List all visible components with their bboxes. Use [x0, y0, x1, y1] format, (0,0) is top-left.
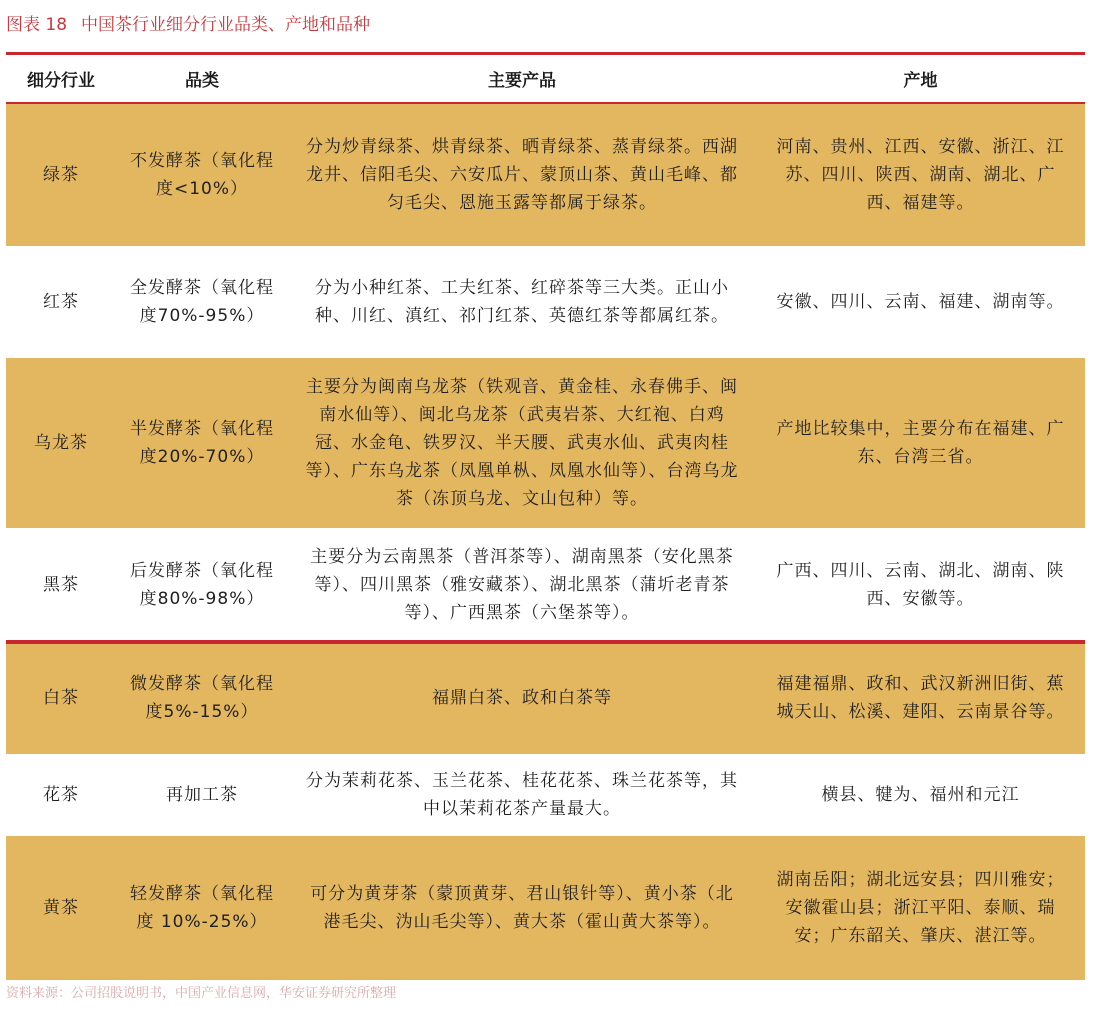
origin-cell	[756, 836, 1085, 981]
segment-text: 黄茶	[43, 898, 79, 918]
category-text: 全发酵茶（氧化程度70%-95%）	[130, 278, 274, 326]
origin-cell	[756, 755, 1085, 836]
products-text: 主要分为闽南乌龙茶（铁观音、黄金桂、永春佛手、闽南水仙等）、闽北乌龙茶（武夷岩茶、大红袍、白鸡冠、水金龟、铁罗汉、半天腰、武夷水仙、武夷肉桂等）、广东乌龙茶（凤凰单枞、凤凰水仙等）、台湾乌龙茶（冻顶乌龙、文山包种）等。	[305, 377, 739, 509]
category-cell	[116, 755, 288, 836]
origin-cell	[756, 529, 1085, 642]
products-text: 分为小种红茶、工夫红茶、红碎茶等三大类。正山小种、川红、滇红、祁门红茶、英德红茶等都属红茶。	[315, 278, 729, 326]
table-row	[6, 103, 1085, 247]
products-text: 主要分为云南黑茶（普洱茶等）、湖南黑茶（安化黑茶等）、四川黑茶（雅安藏茶）、湖北黑茶（蒲圻老青茶等）、广西黑茶（六堡茶等）。	[310, 547, 734, 623]
products-cell	[288, 642, 756, 755]
segment-cell	[6, 529, 116, 642]
origin-cell	[756, 642, 1085, 755]
figure-number: 图表 18	[6, 15, 68, 35]
figure-title	[6, 12, 370, 38]
table-header-row	[6, 55, 1085, 103]
table-row	[6, 247, 1085, 358]
segment-text: 黑茶	[43, 575, 79, 595]
segment-cell	[6, 836, 116, 981]
table-row	[6, 358, 1085, 529]
origin-text: 横县、犍为、福州和元江	[821, 785, 1020, 805]
segment-text: 花茶	[43, 785, 79, 805]
table-row	[6, 836, 1085, 981]
section-divider-rule	[6, 640, 1085, 644]
category-text: 后发酵茶（氧化程度80%-98%）	[130, 561, 274, 609]
segment-cell	[6, 103, 116, 247]
category-cell	[116, 836, 288, 981]
category-text: 轻发酵茶（氧化程度 10%-25%）	[130, 884, 274, 932]
segment-cell	[6, 247, 116, 358]
products-cell	[288, 529, 756, 642]
table-row	[6, 529, 1085, 642]
products-cell	[288, 247, 756, 358]
segment-text: 乌龙茶	[34, 433, 88, 453]
products-cell	[288, 358, 756, 529]
origin-text: 湖南岳阳；湖北远安县；四川雅安；安徽霍山县；浙江平阳、泰顺、瑞安；广东韶关、肇庆、湛江等。	[776, 870, 1065, 946]
category-text: 半发酵茶（氧化程度20%-70%）	[130, 419, 274, 467]
header-products: 主要产品	[288, 55, 756, 103]
products-cell	[288, 103, 756, 247]
category-cell	[116, 529, 288, 642]
segment-text: 绿茶	[43, 165, 79, 185]
tea-segment-table	[6, 55, 1085, 981]
header-segment: 细分行业	[6, 55, 116, 103]
origin-text: 福建福鼎、政和、武汉新洲旧街、蕉城天山、松溪、建阳、云南景谷等。	[776, 674, 1065, 722]
segment-cell	[6, 755, 116, 836]
figure-caption: 中国茶行业细分行业品类、产地和品种	[81, 15, 371, 35]
origin-text: 广西、四川、云南、湖北、湖南、陕西、安徽等。	[776, 561, 1065, 609]
category-text: 不发酵茶（氧化程度<10%）	[130, 151, 274, 199]
origin-cell	[756, 247, 1085, 358]
source-note: 资料来源：公司招股说明书，中国产业信息网，华安证券研究所整理	[6, 986, 397, 1001]
products-cell	[288, 755, 756, 836]
products-text: 福鼎白茶、政和白茶等	[432, 688, 612, 708]
origin-text: 产地比较集中，主要分布在福建、广东、台湾三省。	[776, 419, 1065, 467]
header-origin: 产地	[756, 55, 1085, 103]
category-cell	[116, 247, 288, 358]
category-text: 再加工茶	[166, 785, 238, 805]
category-text: 微发酵茶（氧化程度5%-15%）	[130, 674, 274, 722]
segment-text: 白茶	[43, 688, 79, 708]
products-cell	[288, 836, 756, 981]
category-cell	[116, 642, 288, 755]
segment-text: 红茶	[43, 292, 79, 312]
products-text: 可分为黄芽茶（蒙顶黄芽、君山银针等）、黄小茶（北港毛尖、沩山毛尖等）、黄大茶（霍山黄大茶等）。	[310, 884, 734, 932]
header-category: 品类	[116, 55, 288, 103]
table-row	[6, 642, 1085, 755]
origin-text: 安徽、四川、云南、福建、湖南等。	[776, 292, 1065, 312]
origin-text: 河南、贵州、江西、安徽、浙江、江苏、四川、陕西、湖南、湖北、广西、福建等。	[776, 137, 1065, 213]
origin-cell	[756, 358, 1085, 529]
category-cell	[116, 103, 288, 247]
origin-cell	[756, 103, 1085, 247]
table-row	[6, 755, 1085, 836]
products-text: 分为茉莉花茶、玉兰花茶、桂花花茶、珠兰花茶等，其中以茉莉花茶产量最大。	[306, 771, 738, 819]
segment-cell	[6, 358, 116, 529]
products-text: 分为炒青绿茶、烘青绿茶、晒青绿茶、蒸青绿茶。西湖龙井、信阳毛尖、六安瓜片、蒙顶山茶、黄山毛峰、都匀毛尖、恩施玉露等都属于绿茶。	[306, 137, 738, 213]
category-cell	[116, 358, 288, 529]
segment-cell	[6, 642, 116, 755]
